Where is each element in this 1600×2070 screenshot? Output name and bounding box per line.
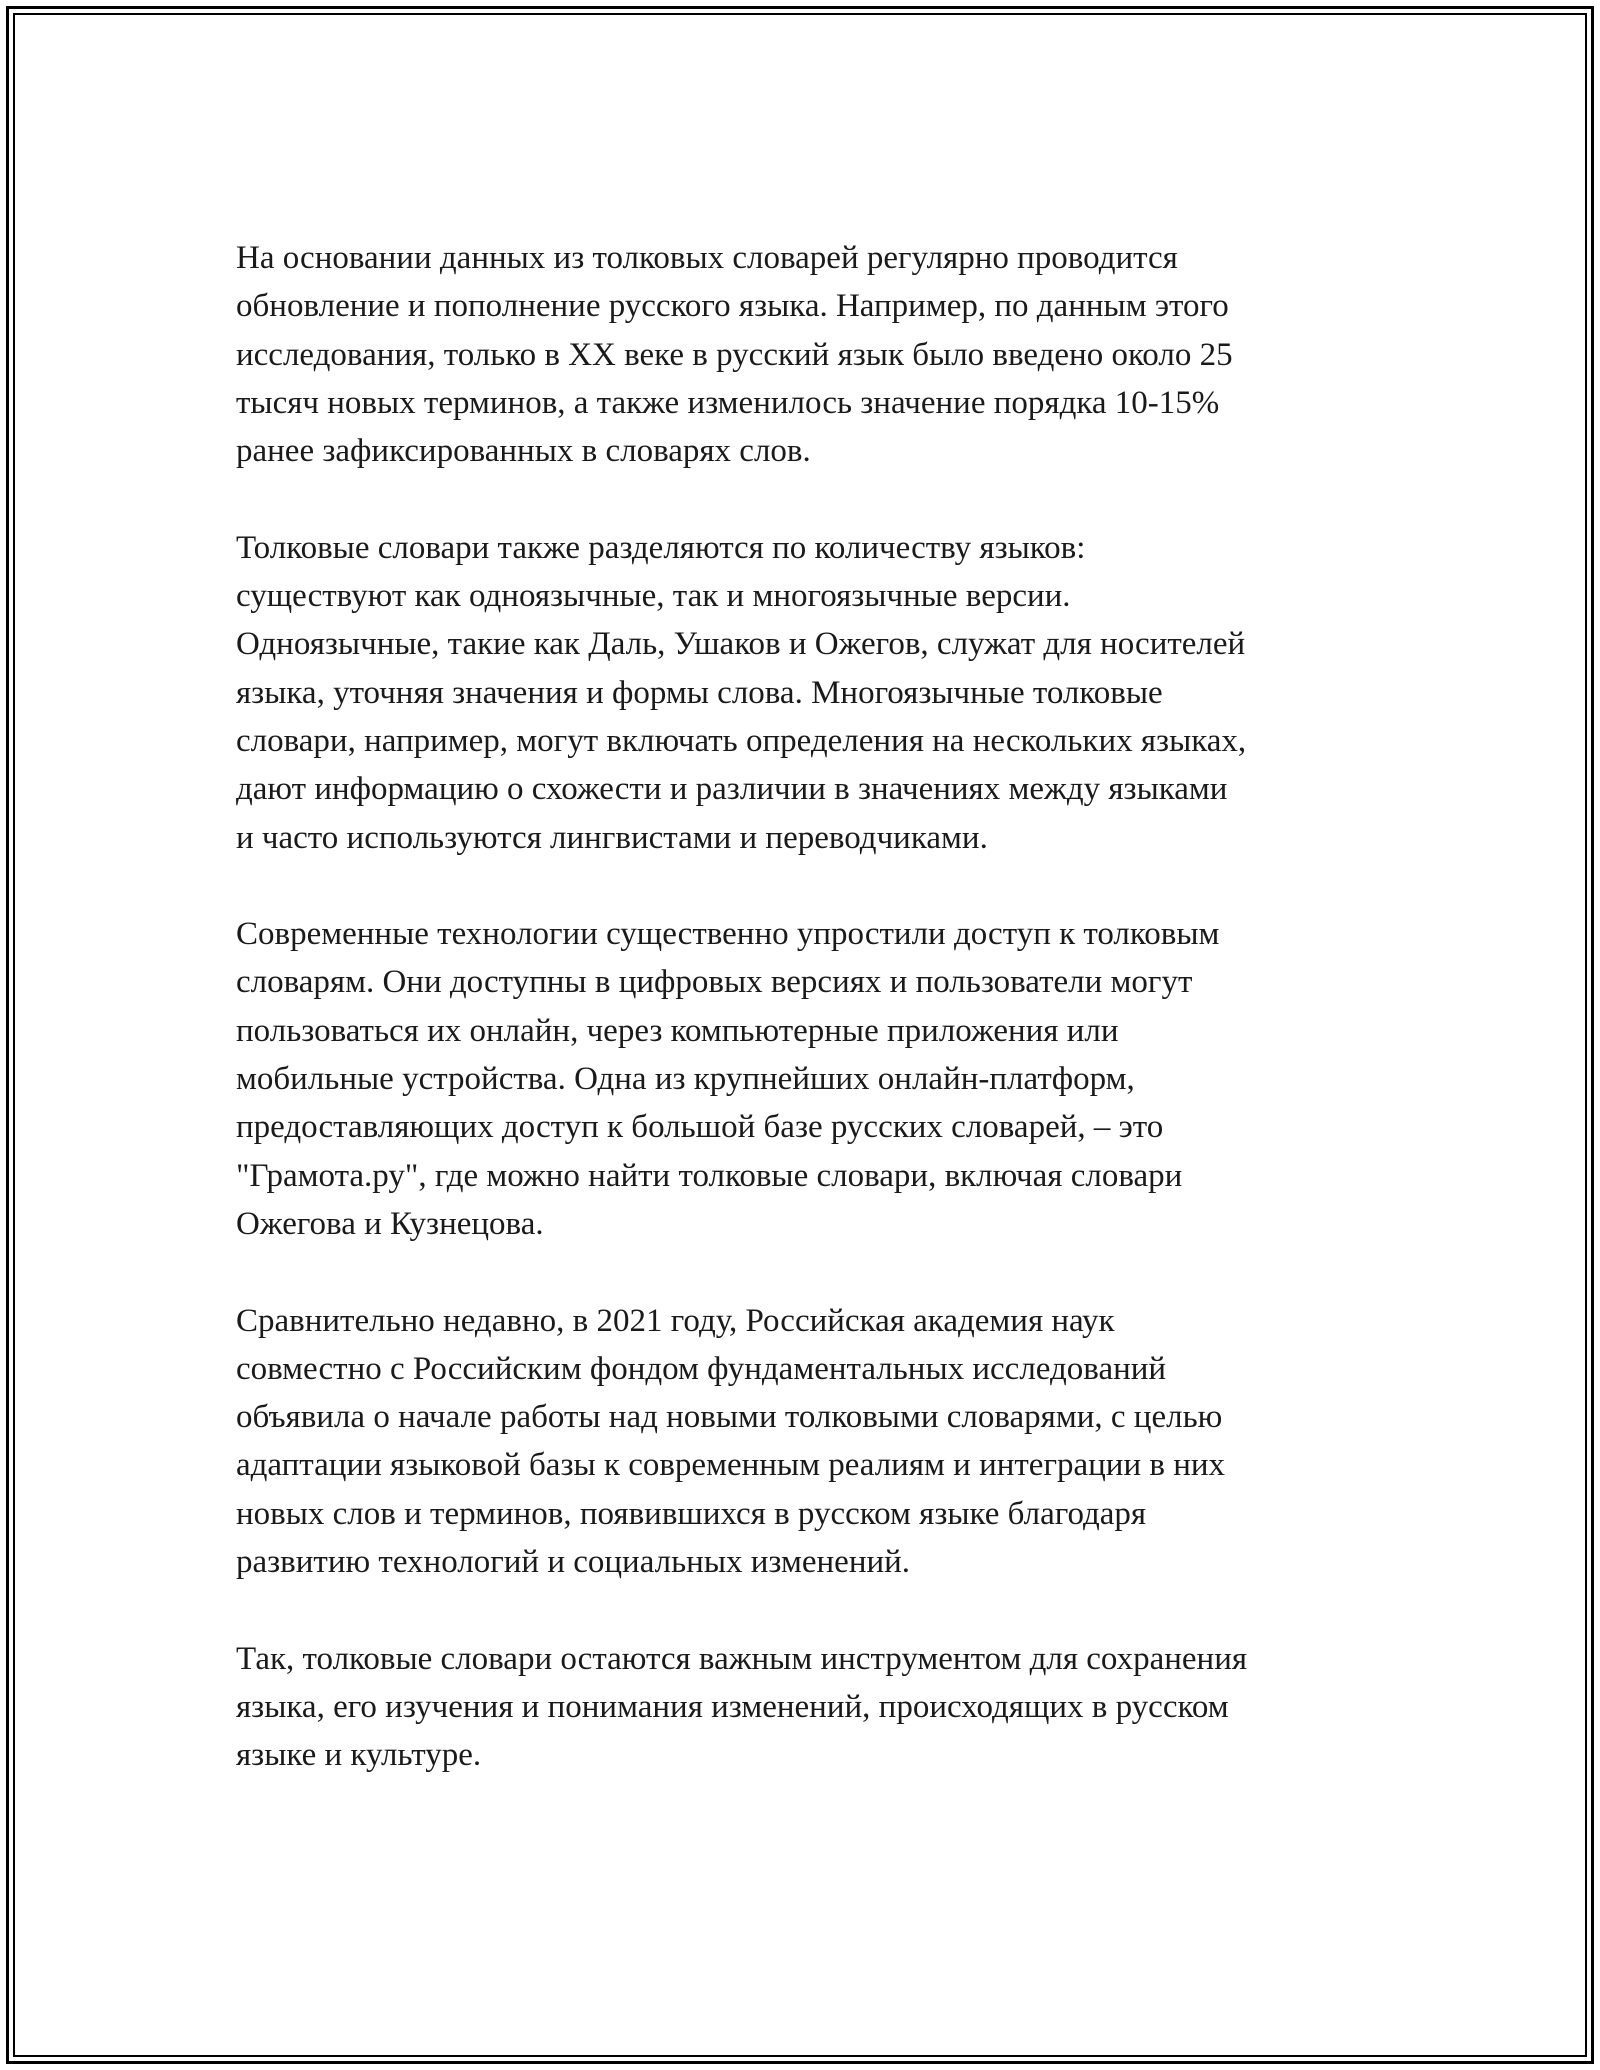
- text-line: Одноязычные, такие как Даль, Ушаков и Ожегов, служат для носителей: [236, 626, 1246, 663]
- text-line: развитию технологий и социальных изменений.: [236, 1544, 911, 1581]
- text-line: пользоваться их онлайн, через компьютерные приложения или: [236, 1012, 1119, 1049]
- text-line: новых слов и терминов, появившихся в русском языке благодаря: [236, 1495, 1147, 1532]
- paragraph-1: [236, 234, 1396, 475]
- text-line: Ожегова и Кузнецова.: [236, 1205, 544, 1242]
- text-line: и часто используются лингвистами и переводчиками.: [236, 819, 988, 856]
- text-line: исследования, только в XX веке в русский язык было введено около 25: [236, 336, 1233, 373]
- text-line: существуют как одноязычные, так и многоязычные версии.: [236, 578, 1071, 615]
- text-line: мобильные устройства. Одна из крупнейших онлайн-платформ,: [236, 1061, 1135, 1098]
- text-line: адаптации языковой базы к современным реалиям и интеграции в них: [236, 1447, 1226, 1484]
- text-line: совместно с Российским фондом фундаментальных исследований: [236, 1350, 1167, 1387]
- paragraph-3: [236, 910, 1396, 1248]
- text-line: Сравнительно недавно, в 2021 году, Российская академия наук: [236, 1302, 1115, 1339]
- paragraph-2: [236, 524, 1396, 862]
- text-line: дают информацию о схожести и различии в значениях между языками: [236, 771, 1228, 808]
- paragraph-4: [236, 1297, 1396, 1587]
- text-line: языке и культуре.: [236, 1737, 482, 1774]
- text-line: ранее зафиксированных в словарях слов.: [236, 433, 811, 470]
- document-body: [236, 234, 1396, 1828]
- text-line: Так, толковые словари остаются важным инструментом для сохранения: [236, 1640, 1248, 1677]
- text-line: предоставляющих доступ к большой базе русских словарей, – это: [236, 1109, 1164, 1146]
- text-line: словари, например, могут включать определения на нескольких языках,: [236, 722, 1247, 759]
- text-line: обновление и пополнение русского языка. Например, по данным этого: [236, 288, 1229, 325]
- text-line: Толковые словари также разделяются по количеству языков:: [236, 529, 1086, 566]
- text-line: Современные технологии существенно упростили доступ к толковым: [236, 916, 1220, 953]
- text-line: тысяч новых терминов, а также изменилось значение порядка 10-15%: [236, 384, 1220, 421]
- text-line: языка, его изучения и понимания изменений, происходящих в русском: [236, 1688, 1229, 1725]
- text-line: словарям. Они доступны в цифровых версиях и пользователи могут: [236, 964, 1193, 1001]
- paragraph-5: [236, 1635, 1396, 1780]
- text-line: На основании данных из толковых словарей регулярно проводится: [236, 240, 1178, 276]
- text-line: объявила о начале работы над новыми толковыми словарями, с целью: [236, 1399, 1223, 1436]
- text-line: языка, уточняя значения и формы слова. Многоязычные толковые: [236, 674, 1163, 711]
- text-line: "Грамота.ру", где можно найти толковые словари, включая словари: [236, 1157, 1183, 1194]
